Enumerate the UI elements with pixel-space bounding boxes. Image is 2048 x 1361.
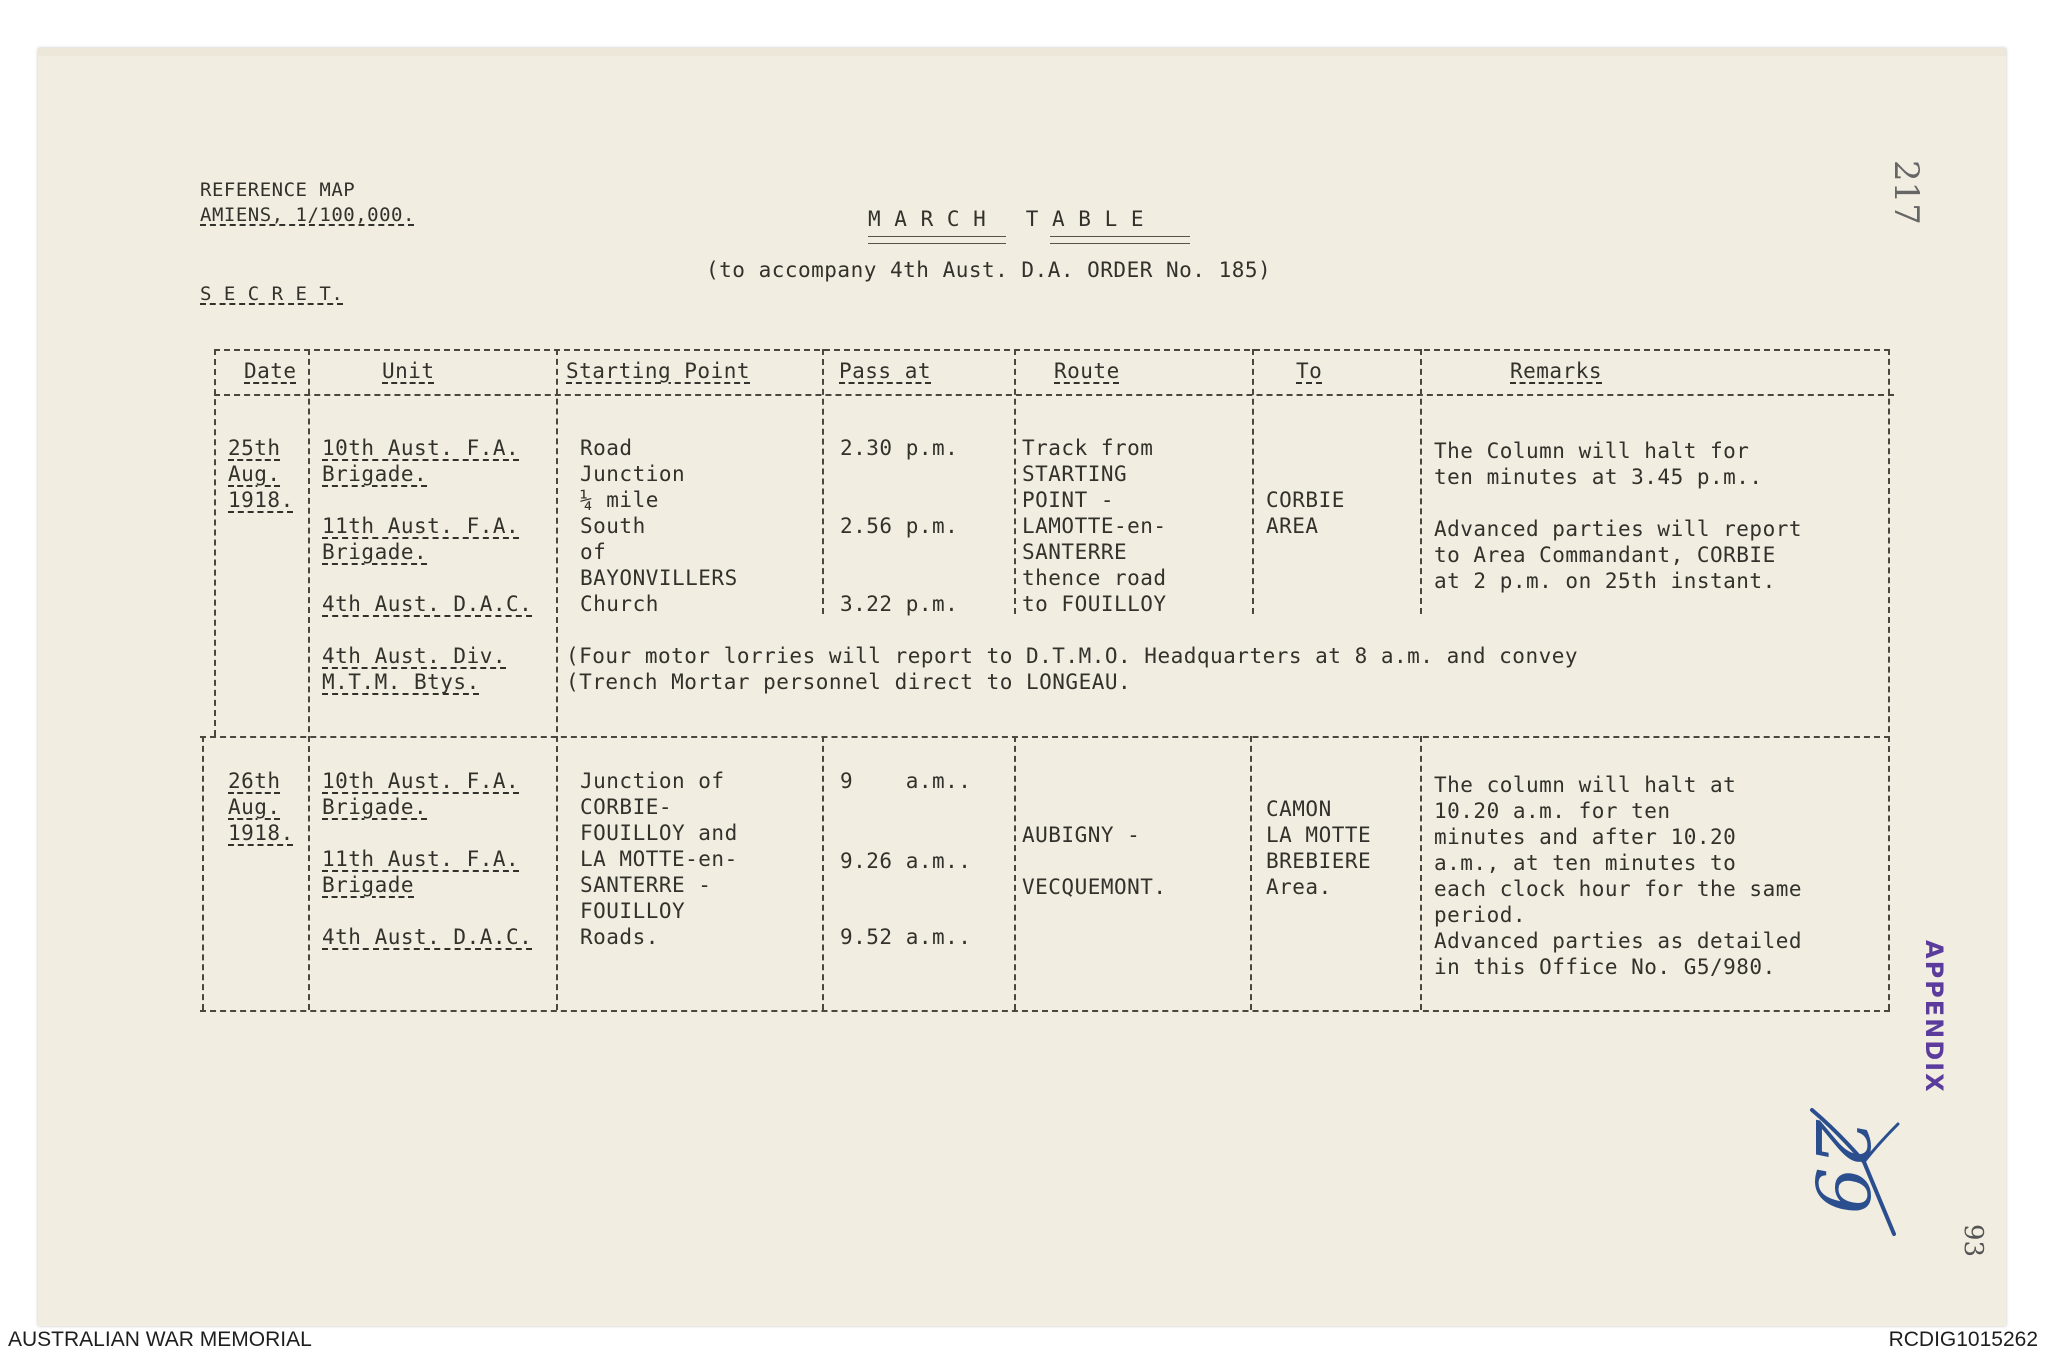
document-subtitle: (to accompany 4th Aust. D.A. ORDER No. 185) bbox=[706, 258, 1272, 282]
handwritten-small-number: 93 bbox=[1958, 1224, 1988, 1258]
footer-catalogue-id: RCDIG1015262 bbox=[1888, 1328, 2038, 1351]
group1-unit-2-line1: 11th Aust. F.A. bbox=[322, 514, 520, 538]
group2-unit-1-line1: 10th Aust. F.A. bbox=[322, 769, 520, 793]
group2-starting-point: Junction of CORBIE- FOUILLOY and LA MOTTE-en- SANTERRE - FOUILLOY Roads. bbox=[580, 769, 738, 949]
handwritten-stroke-icon bbox=[1808, 1104, 1904, 1244]
group1-extra-note-line2: (Trench Mortar personnel direct to LONGEAU. bbox=[566, 670, 1132, 694]
group1-starting-point: Road Junction ¼ mile South of BAYONVILLERS Church bbox=[580, 436, 738, 616]
column-header-remarks: Remarks bbox=[1510, 359, 1603, 383]
group2-pass-at-1: 9 a.m.. bbox=[840, 769, 972, 793]
group2-route-line2: VECQUEMONT. bbox=[1022, 875, 1167, 899]
handwritten-page-number: 217 bbox=[1886, 160, 1926, 225]
title-underline-1 bbox=[868, 236, 1006, 244]
group1-unit-1-line1: 10th Aust. F.A. bbox=[322, 436, 520, 460]
group1-route: Track from STARTING POINT - LAMOTTE-en- SANTERRE thence road to FOUILLOY bbox=[1022, 436, 1167, 616]
group1-extra-unit-line1: 4th Aust. Div. bbox=[322, 644, 507, 668]
group2-unit-2-line2: Brigade bbox=[322, 873, 415, 897]
group2-unit-2-line1: 11th Aust. F.A. bbox=[322, 847, 520, 871]
group1-remarks: The Column will halt for ten minutes at 3.45 p.m.. Advanced parties will report to Area Commandant, CORBIE at 2 p.m. on 25th instant. bbox=[1434, 439, 1803, 593]
column-header-pass-at: Pass at bbox=[839, 359, 932, 383]
column-header-starting-point: Starting Point bbox=[566, 359, 751, 383]
column-header-date: Date bbox=[244, 359, 297, 383]
secret-classification: S E C R E T. bbox=[200, 283, 344, 305]
group2-pass-at-3: 9.52 a.m.. bbox=[840, 925, 972, 949]
group1-unit-2-line2: Brigade. bbox=[322, 540, 428, 564]
group1-unit-1-line2: Brigade. bbox=[322, 462, 428, 486]
footer-institution: AUSTRALIAN WAR MEMORIAL bbox=[8, 1328, 312, 1351]
group1-pass-at-2: 2.56 p.m. bbox=[840, 514, 959, 538]
group2-remarks: The column will halt at 10.20 a.m. for ten minutes and after 10.20 a.m., at ten minutes to each clock hour for the same period. Advanced parties as detailed in this Office No. G5/980. bbox=[1434, 773, 1803, 979]
group1-extra-unit-line2: M.T.M. Btys. bbox=[322, 670, 480, 694]
group2-to: CAMON LA MOTTE BREBIERE Area. bbox=[1266, 797, 1372, 899]
group1-date: 25th Aug. 1918. bbox=[228, 436, 294, 512]
group2-route-line1: AUBIGNY - bbox=[1022, 823, 1141, 847]
handwritten-number: 29 bbox=[1798, 1120, 1884, 1215]
group2-unit-1-line2: Brigade. bbox=[322, 795, 428, 819]
reference-map-label: REFERENCE MAP bbox=[200, 179, 356, 201]
group1-extra-note-line1: (Four motor lorries will report to D.T.M.O. Headquarters at 8 a.m. and convey bbox=[566, 644, 1579, 668]
appendix-stamp: APPENDIX bbox=[1920, 940, 1948, 1094]
group1-pass-at-3: 3.22 p.m. bbox=[840, 592, 959, 616]
reference-map-scale: AMIENS, 1/100,000. bbox=[200, 204, 415, 226]
title-underline-2 bbox=[1050, 236, 1190, 244]
group1-unit-3: 4th Aust. D.A.C. bbox=[322, 592, 533, 616]
group2-unit-3: 4th Aust. D.A.C. bbox=[322, 925, 533, 949]
column-header-to: To bbox=[1296, 359, 1323, 383]
group2-pass-at-2: 9.26 a.m.. bbox=[840, 849, 972, 873]
group2-date: 26th Aug. 1918. bbox=[228, 769, 294, 845]
document-title: M A R C H T A B L E bbox=[868, 207, 1145, 231]
column-header-route: Route bbox=[1054, 359, 1120, 383]
column-header-unit: Unit bbox=[382, 359, 435, 383]
group1-pass-at-1: 2.30 p.m. bbox=[840, 436, 959, 460]
group1-to: CORBIE AREA bbox=[1266, 488, 1345, 538]
